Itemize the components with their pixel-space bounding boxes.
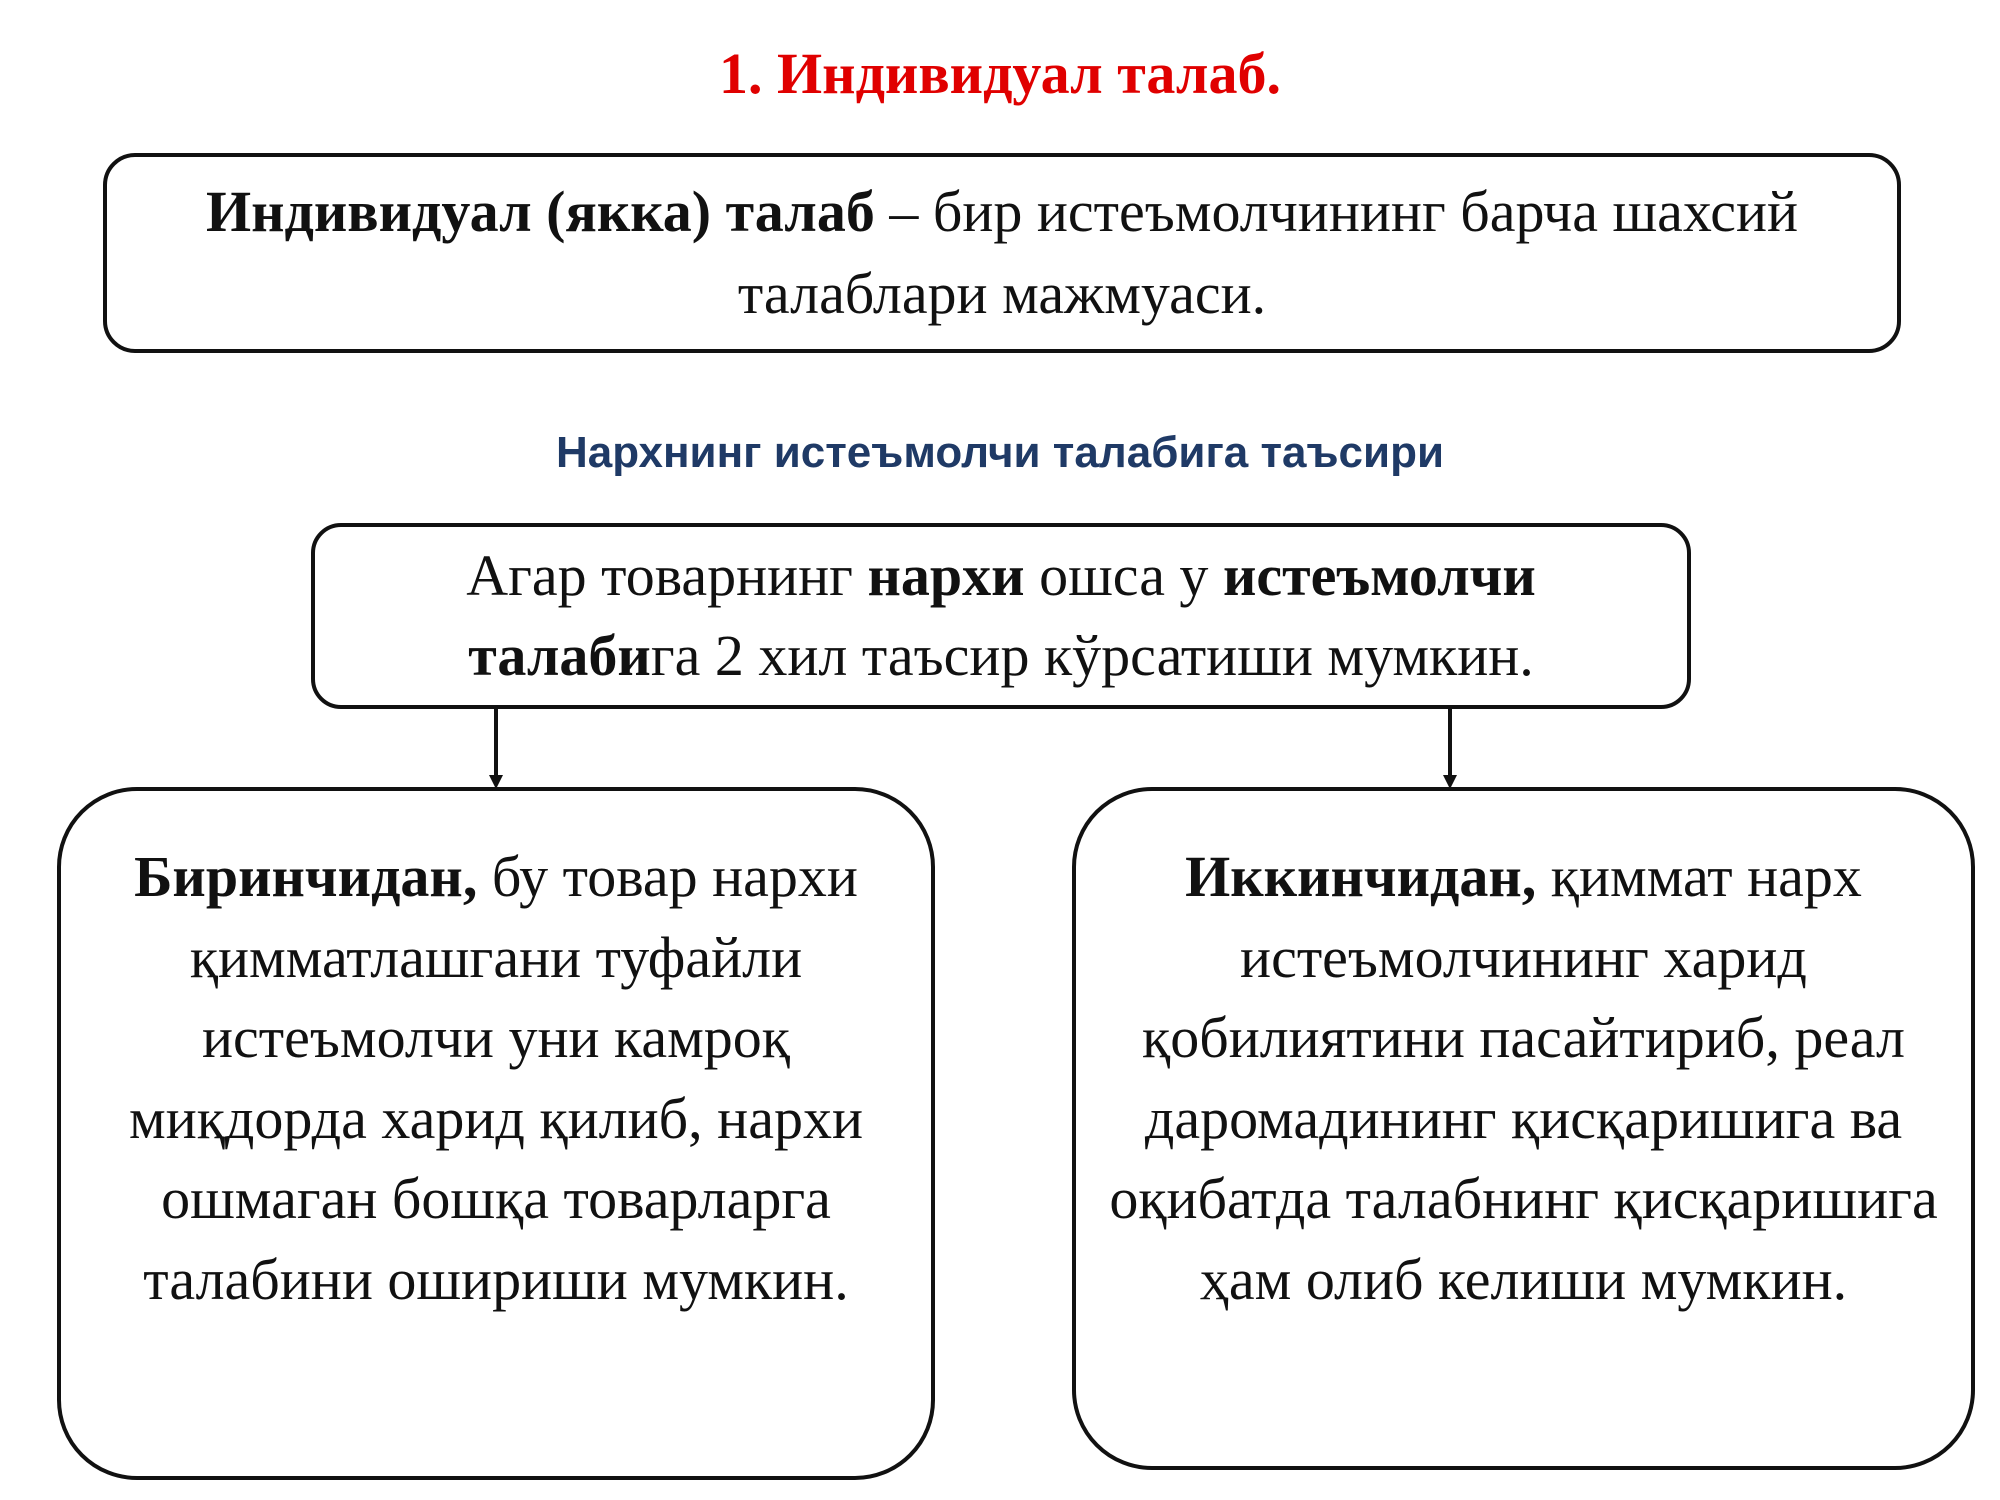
- definition-term: Индивидуал (якка) талаб: [205, 179, 875, 244]
- definition-box: [103, 153, 1901, 353]
- price-effect-text-part: га 2 хил таъсир кўрсатиши мумкин.: [650, 623, 1534, 688]
- page-title: 1. Индивидуал талаб.: [719, 41, 1281, 106]
- definition-text: [147, 171, 1857, 335]
- second-effect-lead: Иккинчидан,: [1185, 844, 1537, 909]
- price-effect-text-part: Агар товарнинг: [466, 543, 868, 608]
- second-effect-text: қиммат нарх истеъмолчининг харид қобилиятини пасайтириб, реал даромадининг қисқаришига ва оқибатда талабнинг қисқаришига ҳам олиб келиши мумкин.: [1109, 844, 1938, 1312]
- first-effect-text: бу товар нархи қимматлашгани туфайли истеъмолчи уни камроқ миқдорда харид қилиб, нархи ошмаган бошқа товарларга талабини ошириши мумкин.: [129, 844, 863, 1312]
- definition-rest: – бир истеъмолчининг барча шахсий талаблари мажмуаси.: [737, 179, 1799, 326]
- price-effect-text: [375, 536, 1627, 696]
- price-effect-bold-price: нархи: [867, 543, 1025, 608]
- price-effect-bold-demand: истеъмолчи талаби: [468, 543, 1536, 688]
- second-effect-box: [1072, 787, 1975, 1470]
- first-effect-lead: Биринчидан,: [134, 844, 478, 909]
- first-effect-box: [57, 787, 935, 1480]
- section-subtitle: Нархнинг истеъмолчи талабига таъсири: [555, 428, 1445, 477]
- price-effect-box: [311, 523, 1691, 709]
- price-effect-text-part: ошса у: [1024, 543, 1223, 608]
